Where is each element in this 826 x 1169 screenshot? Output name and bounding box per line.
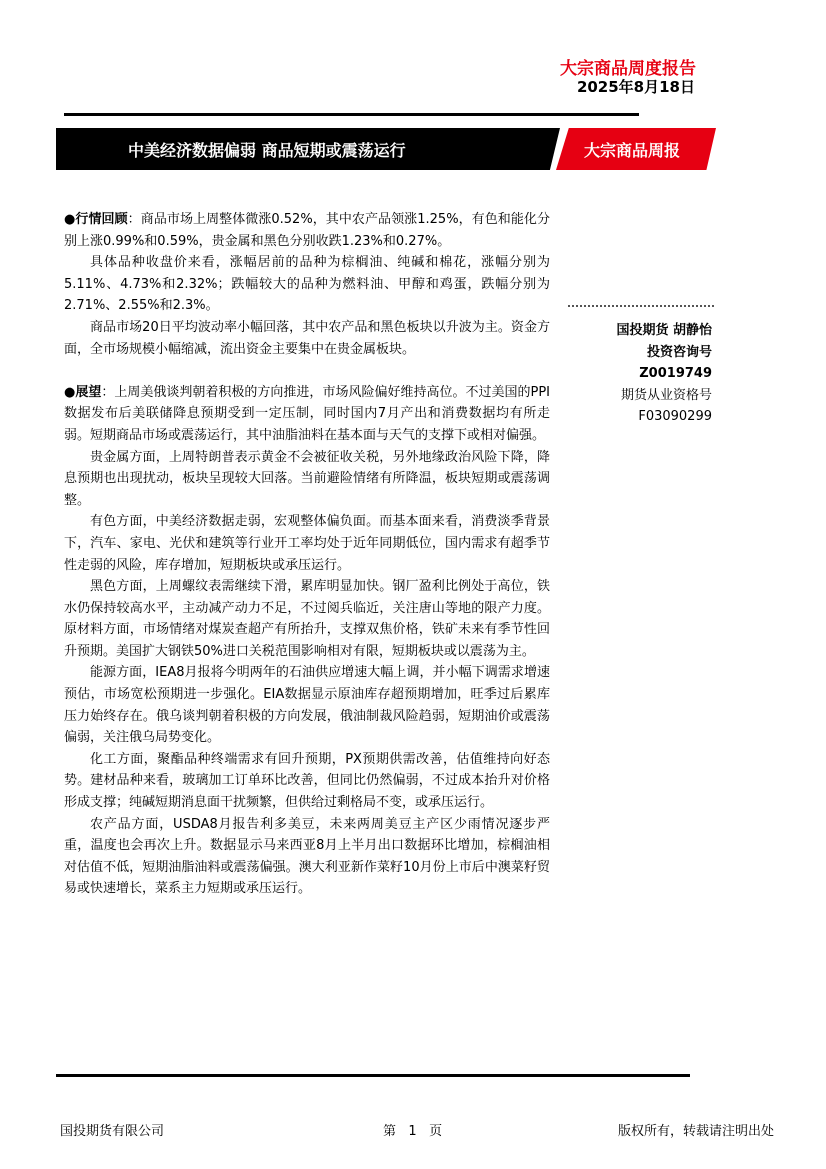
review-paragraph-2: 具体品种收盘价来看，涨幅居前的品种为棕榈油、纯碱和棉花，涨幅分别为5.11%、4.73%和2.32%；跌幅较大的品种为燃料油、甲醇和鸡蛋，跌幅分别为2.71%、2.55%和2.3%。 [64, 255, 550, 314]
page-number: 第 1 页 [383, 1124, 443, 1139]
review-colon: ： [127, 212, 141, 227]
consult-number: Z0019749 [639, 366, 712, 382]
outlook-paragraph-5: 能源方面，IEA8月报将今明两年的石油供应增速大幅上调，并小幅下调需求增速预估，市场宽松预期进一步强化。EIA数据显示原油库存超预期增加，旺季过后累库压力始终存在。俄乌谈判朝着积极的方向发展，俄油制裁风险趋弱，短期油价或震荡偏弱，关注俄乌局势变化。 [64, 665, 550, 746]
outlook-colon: ： [101, 384, 115, 400]
header-divider [64, 113, 639, 116]
outlook-text-1: 上周美俄谈判朝着积极的方向推进，市场风险偏好维持高位。不过美国的PPI数据发布后美联储降息预期受到一定压制，同时国内7月产出和消费数据均有所走弱。短期商品市场或震荡运行，其中油脂油料在基本面与天气的支撑下或相对偏强。 [64, 384, 551, 443]
main-content [64, 209, 550, 900]
outlook-paragraph-7: 农产品方面，USDA8月报告利多美豆，未来两周美豆主产区少雨情况逐步严重，温度也会再次上升。数据显示马来西亚8月上半月出口数据环比增加，棕榈油相对估值不低，短期油脂油料或震荡偏强。澳大利亚新作菜籽10月份上市后中澳菜籽贸易或快速增长，菜系主力短期或承压运行。 [64, 816, 550, 897]
futures-license-label: 期货从业资格号 [620, 387, 712, 403]
consult-label: 投资咨询号 [646, 344, 712, 360]
report-name: 大宗商品周度报告 [560, 59, 696, 79]
outlook-bullet: ● [64, 384, 76, 400]
review-paragraph-3: 商品市场20日平均波动率小幅回落，其中农产品和黑色板块以升波为主。资金方面，全市场规模小幅缩减，流出资金主要集中在贵金属板块。 [64, 319, 550, 357]
review-text-1: 商品市场上周整体微涨0.52%，其中农产品领涨1.25%，有色和能化分别上涨0.99%和0.59%，贵金属和黑色分别收跌1.23%和0.27%。 [64, 212, 550, 249]
analyst-info [616, 320, 712, 428]
outlook-paragraph-1 [64, 382, 550, 447]
outlook-paragraph-2: 贵金属方面，上周特朗普表示黄金不会被征收关税，另外地缘政治风险下降，降息预期也出现扰动，板块呈现较大回落。当前避险情绪有所降温，板块短期或震荡调整。 [64, 449, 550, 508]
sidebar-dotted-divider [568, 305, 714, 307]
review-label: 行情回顾 [75, 212, 128, 227]
outlook-paragraph-4: 黑色方面，上周螺纹表需继续下滑，累库明显加快。钢厂盈利比例处于高位，铁水仍保持较高水平，主动减产动力不足，不过阅兵临近，关注唐山等地的限产力度。原材料方面，市场情绪对煤炭查超产有所抬升，支撑双焦价格，铁矿未来有季节性回升预期。美国扩大钢铁50%进口关税范围影响相对有限，短期板块或以震荡为主。 [64, 579, 550, 659]
outlook-label: 展望 [75, 384, 102, 400]
report-date: 2025年8月18日 [576, 78, 695, 96]
headline: 中美经济数据偏弱 商品短期或震荡运行 [128, 141, 406, 160]
footer-divider [56, 1074, 690, 1077]
futures-license-number: F03090299 [638, 409, 712, 425]
review-bullet: ● [64, 212, 76, 227]
outlook-paragraph-6: 化工方面，聚酯品种终端需求有回升预期，PX预期供需改善，估值维持向好态势。建材品种来看，玻璃加工订单环比改善，但同比仍然偏弱，不过成本抬升对价格形成支撑；纯碱短期消息面干扰频繁，但供给过剩格局不变，或承压运行。 [64, 751, 550, 811]
section-gap [64, 360, 550, 382]
footer-copyright: 版权所有，转载请注明出处 [617, 1124, 774, 1139]
outlook-paragraph-3: 有色方面，中美经济数据走弱，宏观整体偏负面。而基本面来看，消费淡季背景下，汽车、家电、光伏和建筑等行业开工率均处于近年同期低位，国内需求有超季节性走弱的风险，库存增加，短期板块或承压运行。 [64, 514, 550, 573]
analyst-name: 国投期货 胡静怡 [616, 323, 712, 338]
report-type-label: 大宗商品周报 [584, 141, 681, 160]
review-paragraph-1 [64, 209, 550, 252]
footer-company: 国投期货有限公司 [60, 1124, 165, 1139]
